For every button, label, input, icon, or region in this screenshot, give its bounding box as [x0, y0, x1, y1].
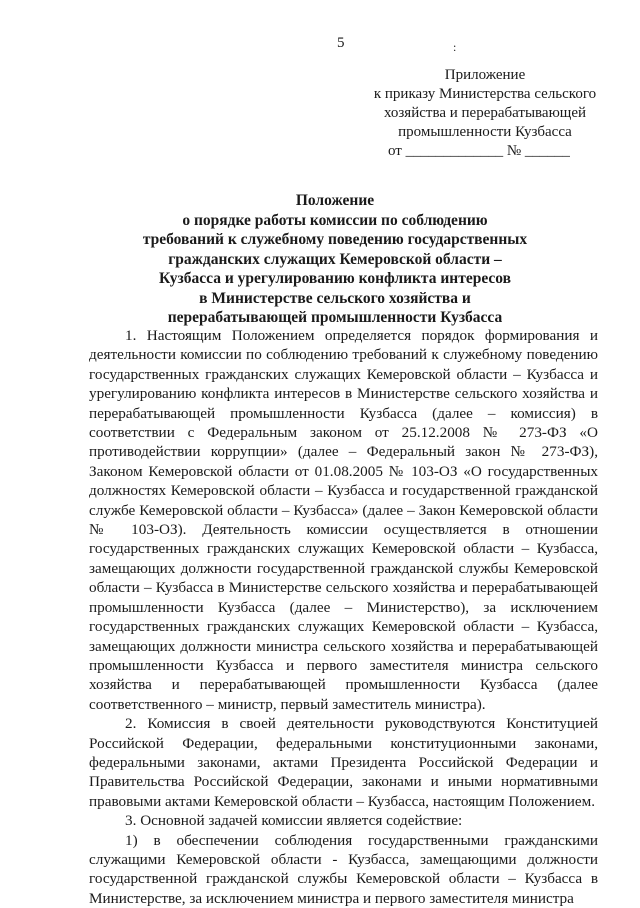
paragraph-2: 2. Комиссия в своей деятельности руководствуются Конституцией Российской Федерации, федеральными конституционными законами, федеральными законами, актами Президента Российской Федерации и Правительства Российской Федерации, законами и иными нормативными правовыми актами Кемеровской области – Кузбасса, настоящим Положением.: [89, 715, 598, 810]
appendix-line: Приложение: [444, 67, 526, 83]
paragraph-3-item-1: 1) в обеспечении соблюдения государственными гражданскими служащими Кемеровской области - Кузбасса, замещающими должности государственной гражданской службы Кемеровской области – Кузбасса в Министерстве, за исключением министра и первого заместителя министра: [89, 831, 598, 907]
title-line: требований к служебному поведению государственных: [142, 231, 528, 248]
title-line: гражданских служащих Кемеровской области –: [168, 250, 502, 268]
page-number: 5: [337, 35, 345, 51]
appendix-line: к приказу Министерства сельского: [373, 86, 597, 102]
document-body: [89, 326, 598, 908]
title-line: перерабатывающей промышленности Кузбасса: [167, 309, 503, 326]
paragraph-3: 3. Основной задачей комиссии является содействие:: [125, 812, 463, 830]
appendix-line: хозяйства и перерабатывающей: [383, 105, 587, 121]
title-line: о порядке работы комиссии по соблюдению: [182, 211, 488, 229]
title-line: Кузбасса и урегулированию конфликта интересов: [158, 270, 512, 287]
page-mark: :: [453, 40, 457, 54]
title-line: в Министерстве сельского хозяйства и: [199, 289, 471, 307]
title-line: Положение: [295, 192, 375, 209]
paragraph-1: 1. Настоящим Положением определяется порядок формирования и деятельности комиссии по соблюдению требований к служебному поведению государственных гражданских служащих Кемеровской области – Кузбасса и урегулированию конфликта интересов в Министерстве сельского хозяйства и перерабатывающей промышленности Кузбасса (далее – комиссия) в соответствии с Федеральным законом от 25.12.2008 № 273-ФЗ «О противодействии коррупции» (далее – Федеральный закон № 273-ФЗ), Законом Кемеровской области от 01.08.2005 № 103-ОЗ «О государственных должностях Кемеровской области – Кузбасса и государственной гражданской службе Кемеровской области – Кузбасса» (далее – Закон Кемеровской области № 103-ОЗ). Деятельность комиссии осуществляется в отношении государственных гражданских служащих Кемеровской области – Кузбасса, замещающих должности государственной гражданской службы Кемеровской области – Кузбасса в Министерстве сельского хозяйства и перерабатывающей промышленности Кузбасса (далее – Министерство), за исключением государственных гражданских служащих Кемеровской области – Кузбасса, замещающих должности министра сельского хозяйства и перерабатывающей промышленности Кузбасса и первого заместителя министра сельского хозяйства и перерабатывающей промышленности Кузбасса (далее соответственного – министр, первый заместитель министра).: [89, 327, 598, 713]
appendix-date-line: от _____________ № ______: [388, 143, 570, 159]
document-title: [90, 191, 580, 328]
appendix-line: промышленности Кузбасса: [398, 124, 572, 140]
appendix-block: [360, 66, 610, 161]
